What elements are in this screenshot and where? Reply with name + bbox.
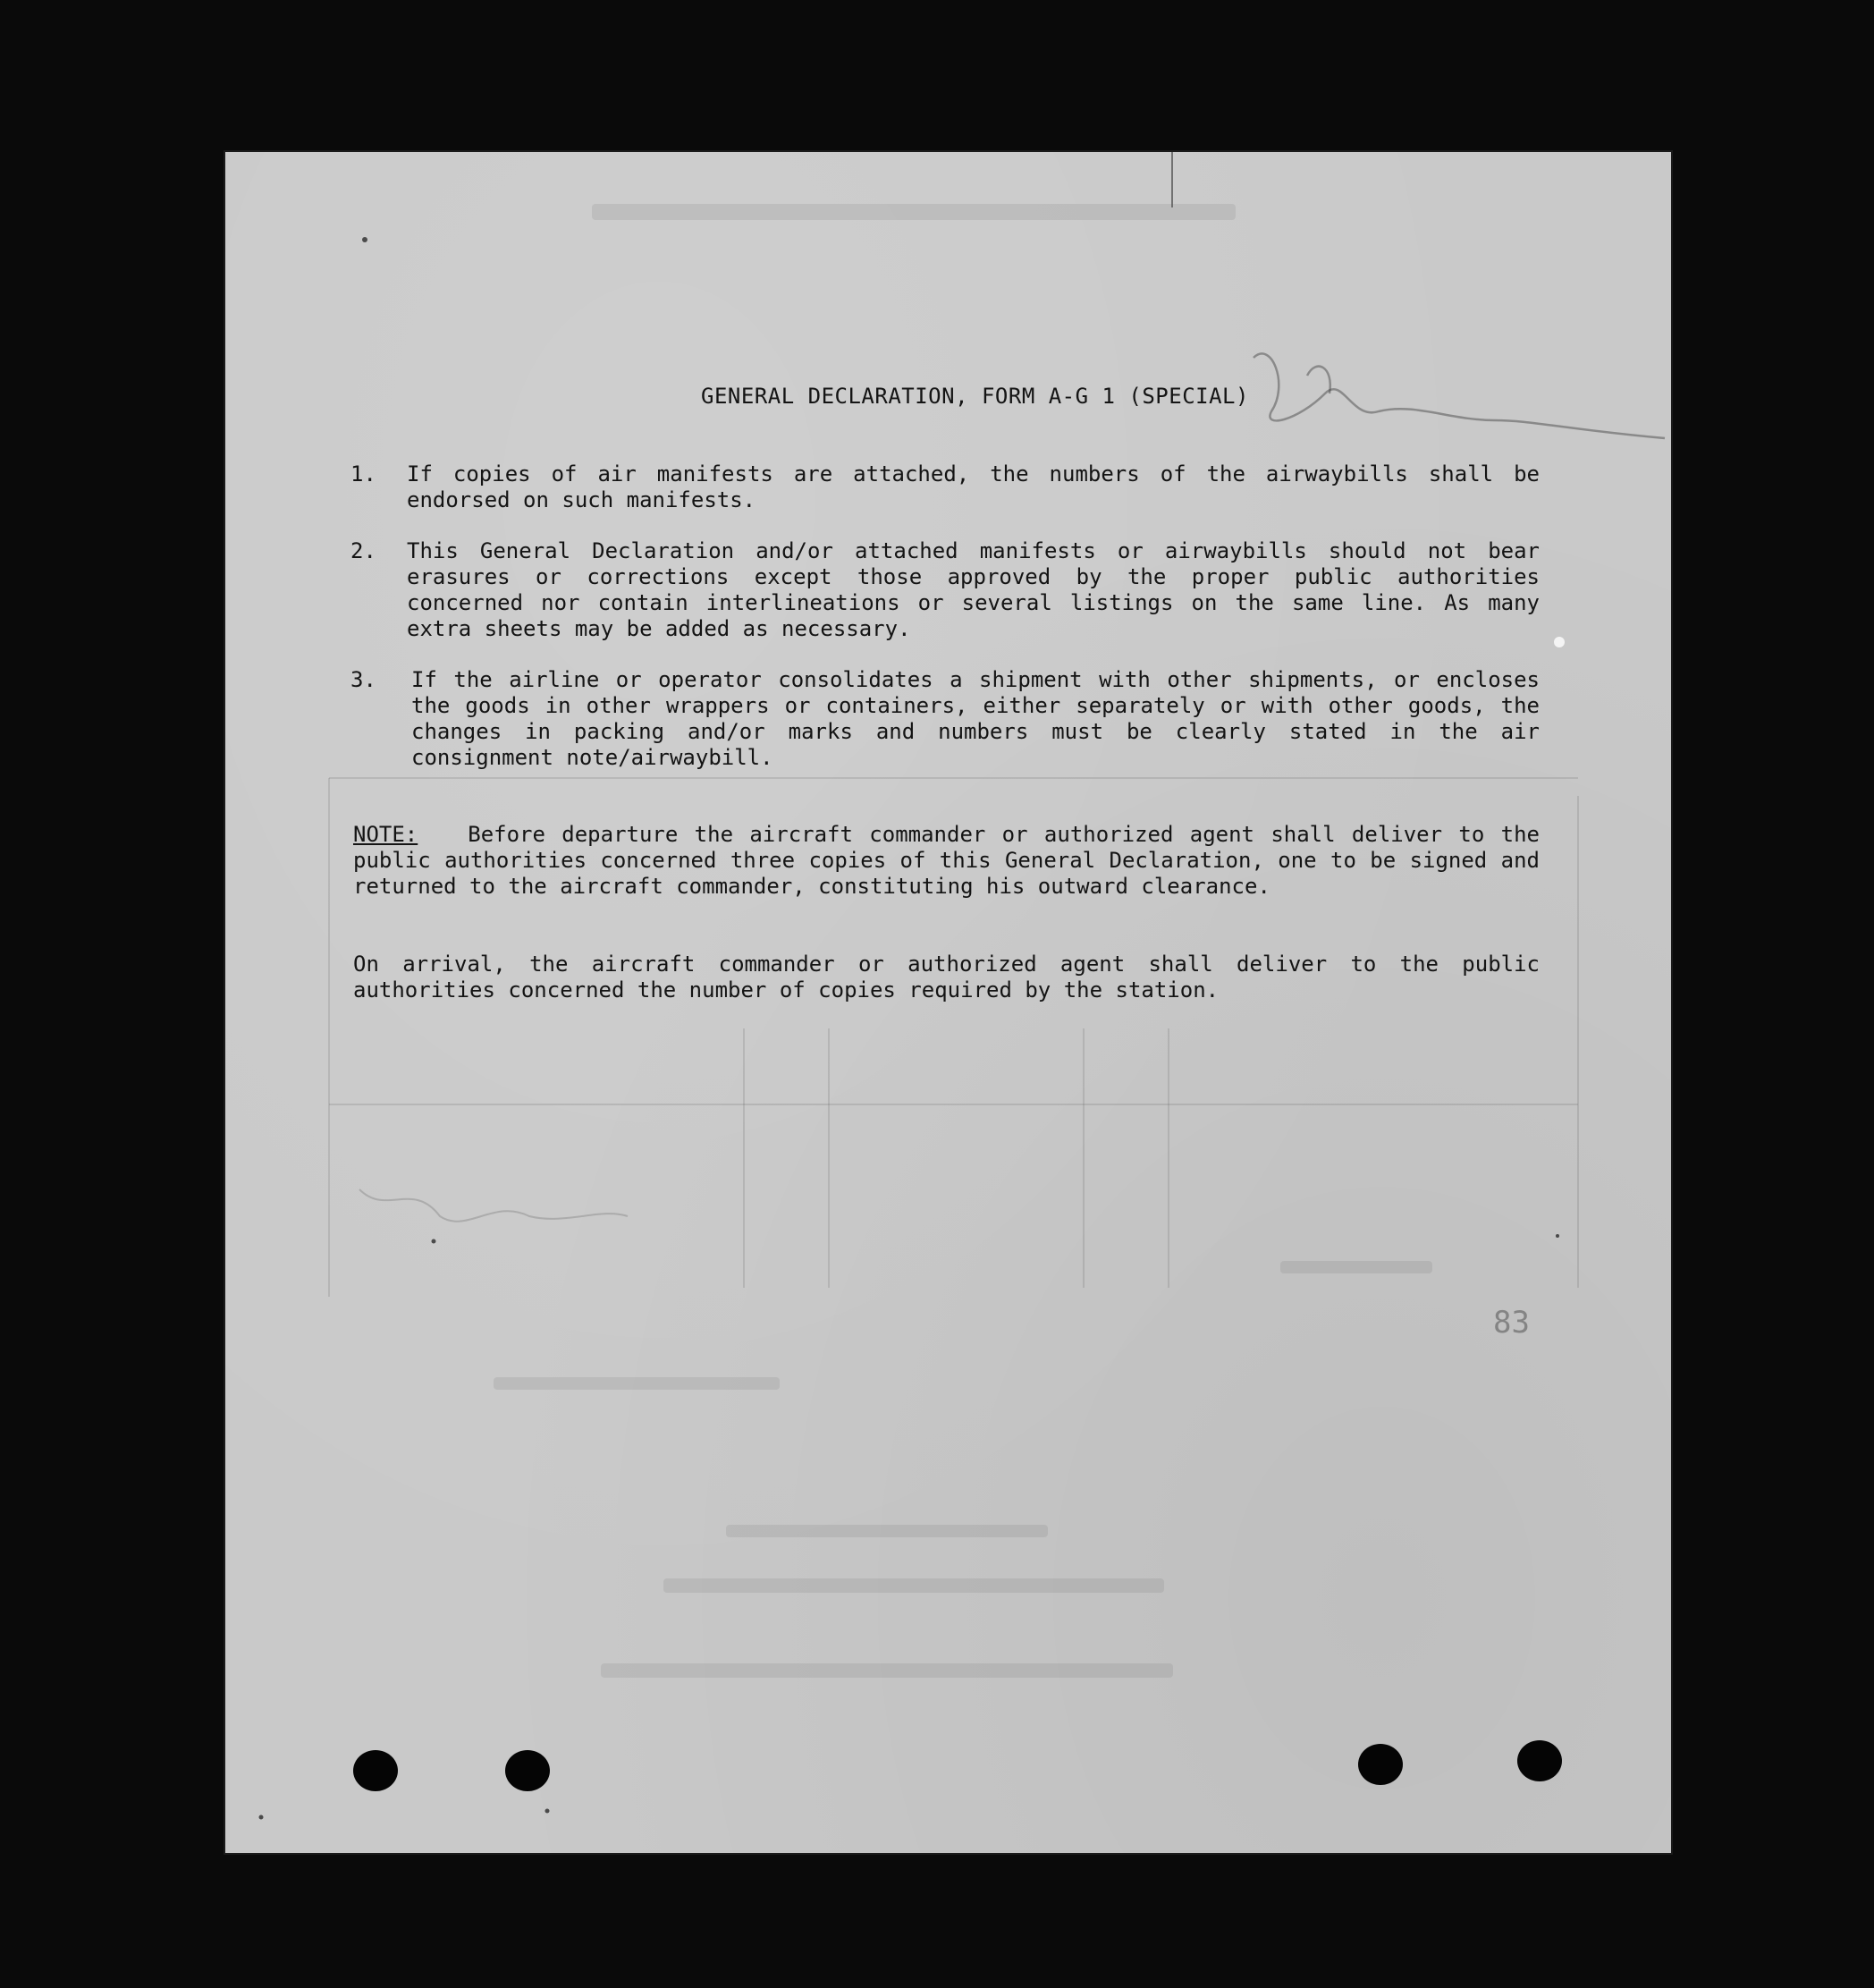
document-text <box>225 152 1671 1853</box>
item-number: 3. <box>350 667 376 692</box>
item-text: This General Declaration and/or attached manifests or airwaybills should not bear erasures or corrections except those approved by the proper public authorities concerned nor contain interlineations or several listings on the same line. As many extra sheets may be added as necessary. <box>407 538 1540 641</box>
svg-text:83: 83 <box>1493 1305 1530 1341</box>
item-number: 2. <box>350 538 376 563</box>
form-title: GENERAL DECLARATION, FORM A-G 1 (SPECIAL) <box>701 384 1249 409</box>
instruction-item-2 <box>350 538 1540 642</box>
item-text: If the airline or operator consolidates a shipment with other shipments, or encloses the goods in other wrappers or containers, either separately or with other goods, the changes in packing and/or marks and numbers must be clearly stated in the air consignment note/airwaybill. <box>411 667 1540 770</box>
document-page <box>225 152 1671 1853</box>
item-number: 1. <box>350 461 376 486</box>
note-text: Before departure the aircraft commander or authorized agent shall deliver to the public authorities concerned three copies of this General Declaration, one to be signed and returned to the aircraft commander, constituting his outward clearance. <box>353 822 1540 899</box>
note-paragraph <box>353 822 1540 900</box>
punch-hole <box>505 1750 550 1791</box>
instruction-item-3 <box>350 667 1540 771</box>
item-text: If copies of air manifests are attached, the numbers of the airwaybills shall be endorsed on such manifests. <box>407 461 1540 512</box>
note-label: NOTE: <box>353 822 418 847</box>
instruction-item-1 <box>350 461 1540 513</box>
punch-hole <box>1358 1744 1403 1785</box>
punch-hole <box>353 1750 398 1791</box>
arrival-paragraph: On arrival, the aircraft commander or authorized agent shall deliver to the public authorities concerned the number of copies required by the station. <box>353 952 1540 1002</box>
punch-hole <box>1517 1740 1562 1781</box>
